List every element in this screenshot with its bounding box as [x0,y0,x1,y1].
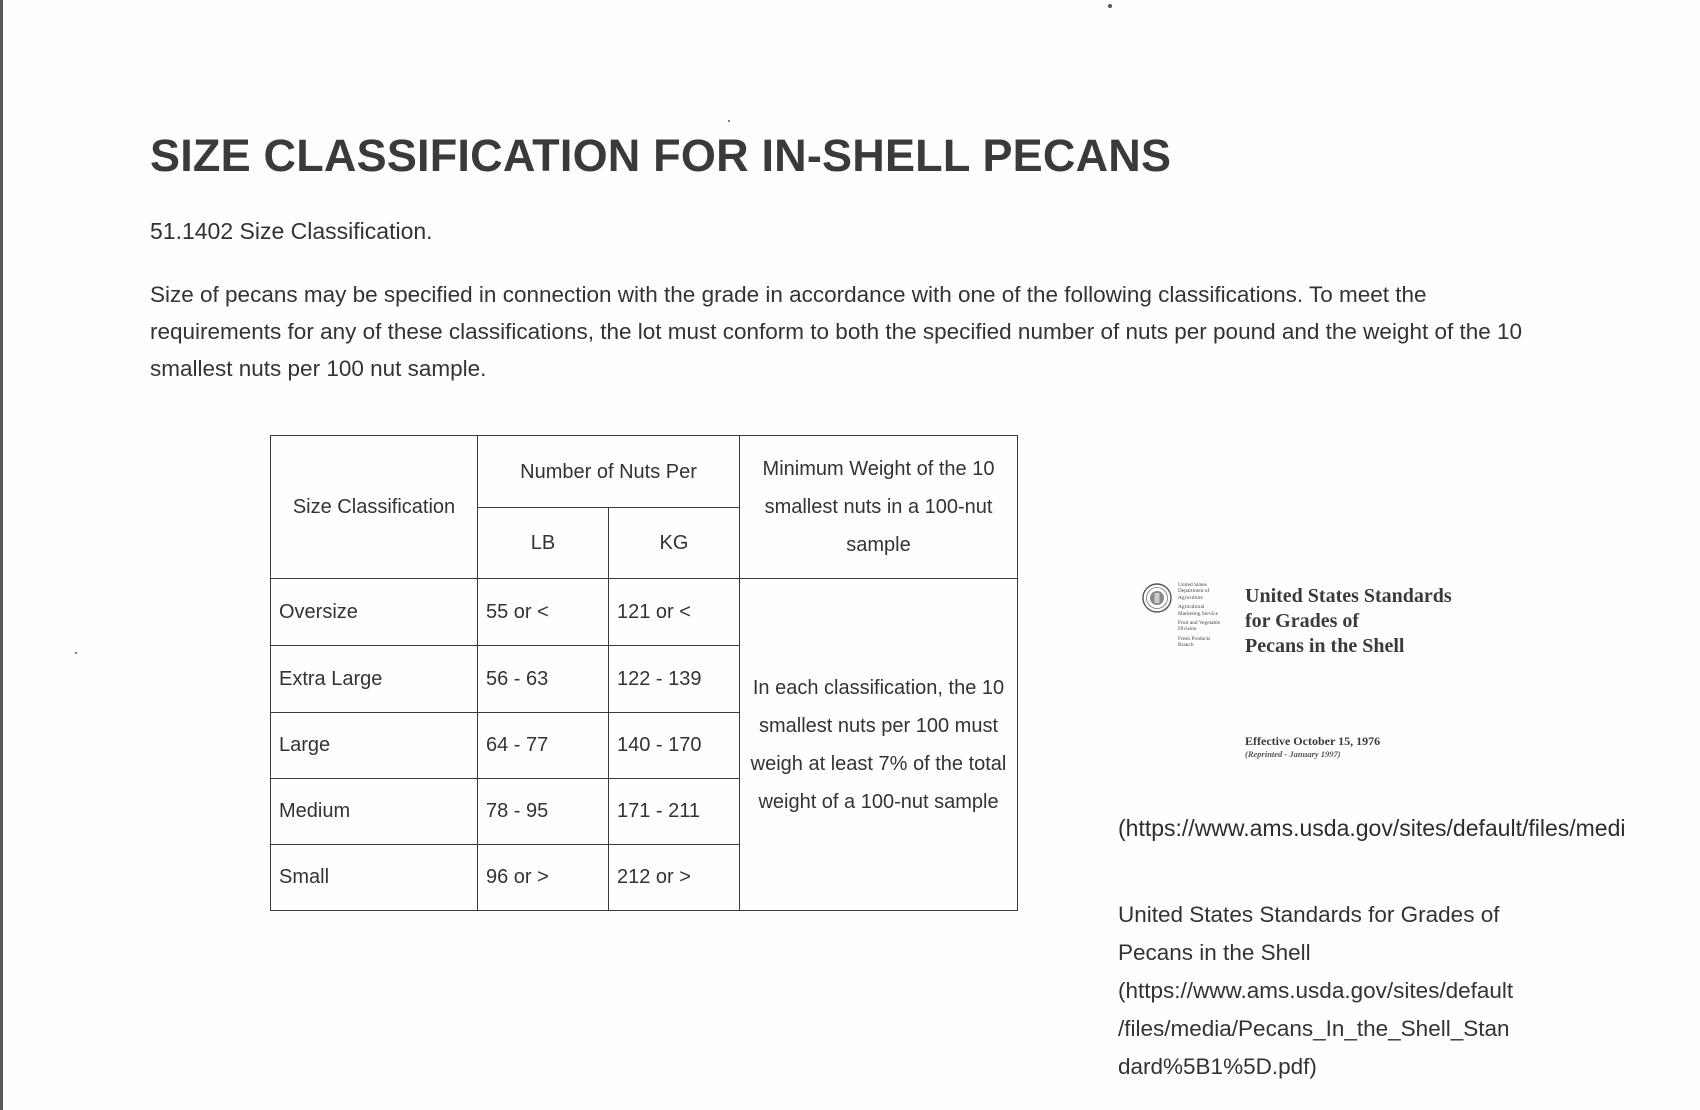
size-name-cell: Medium [271,779,478,845]
cover-effective-date: Effective October 15, 1976 [1245,734,1381,748]
cover-title-line: United States Standards [1245,585,1452,607]
agency-line: Fresh Products Branch [1178,635,1211,649]
scan-speck [728,120,730,122]
section-heading: 51.1402 Size Classification. [150,218,433,244]
usda-seal-icon [1142,583,1172,613]
size-classification-table [270,435,1018,911]
kg-cell: 121 or < [609,579,740,646]
lb-cell: 55 or < [478,579,609,646]
minimum-weight-note: In each classification, the 10 smallest nuts per 100 must weigh at least 7% of the total weight of a 100-nut sample [740,579,1018,911]
size-name-cell: Small [271,845,478,911]
size-name-cell: Large [271,713,478,779]
header-number-of-nuts-per: Number of Nuts Per [478,436,740,508]
size-name-cell: Extra Large [271,646,478,713]
reference-citation [1118,896,1578,1086]
reference-line: Pecans in the Shell [1118,940,1311,965]
scan-speck [75,652,77,654]
agency-lines [1178,582,1226,652]
reference-line: United States Standards for Grades of [1118,902,1500,927]
reference-line: dard%5B1%5D.pdf) [1118,1054,1317,1079]
agency-line: United States Department of Agriculture [1178,582,1210,601]
size-name-cell: Oversize [271,579,478,646]
header-lb: LB [478,508,609,579]
kg-cell: 140 - 170 [609,713,740,779]
lb-cell: 78 - 95 [478,779,609,845]
header-minimum-weight: Minimum Weight of the 10 smallest nuts in a 100-nut sample [740,436,1018,579]
kg-cell: 122 - 139 [609,646,740,713]
cover-title-line: for Grades of [1245,610,1360,632]
scan-page-edge [0,0,3,1110]
scan-speck [1108,4,1112,8]
cover-reprint-date: (Reprinted - January 1997) [1245,749,1341,759]
agency-line: Agricultural Marketing Service [1178,604,1218,617]
kg-cell: 171 - 211 [609,779,740,845]
kg-cell: 212 or > [609,845,740,911]
header-kg: KG [609,508,740,579]
cover-title-line: Pecans in the Shell [1245,635,1405,657]
reference-line: (https://www.ams.usda.gov/sites/default [1118,978,1514,1003]
agency-line: Fruit and Vegetable Division [1178,620,1221,633]
truncated-link: (https://www.ams.usda.gov/sites/default/files/medi [1118,815,1626,841]
table-row [271,579,1018,646]
header-size-classification: Size Classification [271,436,478,579]
standards-cover-image [1135,578,1495,768]
lb-cell: 96 or > [478,845,609,911]
lb-cell: 64 - 77 [478,713,609,779]
page-title: SIZE CLASSIFICATION FOR IN-SHELL PECANS [150,130,1172,181]
cover-title [1245,584,1452,659]
lb-cell: 56 - 63 [478,646,609,713]
reference-line: /files/media/Pecans_In_the_Shell_Stan [1118,1016,1510,1041]
intro-paragraph: Size of pecans may be specified in connection with the grade in accordance with one of the following classifications. To meet the requirements for any of these classifications, the lot must conform to both the specified number of nuts per pound and the weight of the 10 smallest nuts per 100 nut sample. [150,282,1523,381]
